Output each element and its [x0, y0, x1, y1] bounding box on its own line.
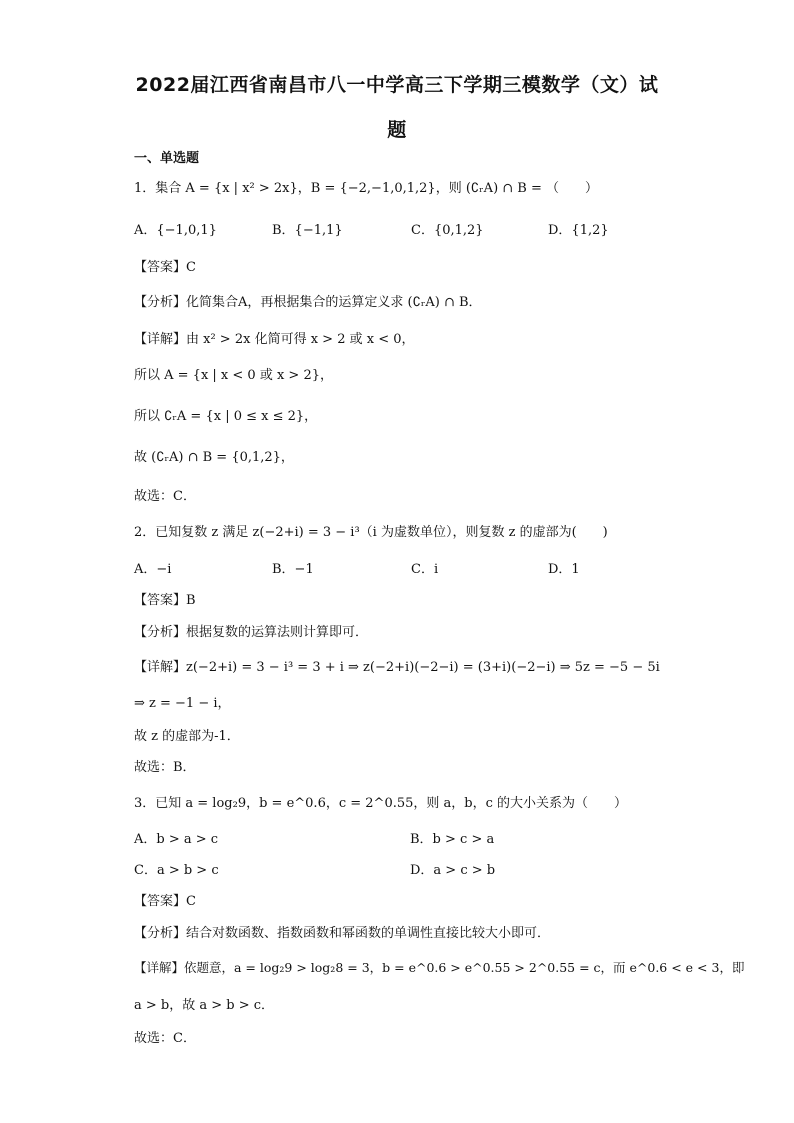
page-title-line2: 题	[387, 119, 407, 141]
q1-detail-4: 故 (∁ᵣA) ∩ B = {0,1,2}，	[134, 450, 294, 465]
q2-option-b: B．−1	[272, 562, 314, 577]
page-title-line1: 2022届江西省南昌市八一中学高三下学期三模数学（文）试	[135, 74, 659, 96]
q1-detail-1: 【详解】由 x² > 2x 化简可得 x > 2 或 x < 0，	[134, 332, 415, 347]
q3-conclusion: 故选：C．	[134, 1031, 196, 1046]
q1-analysis: 【分析】化简集合A，再根据集合的运算定义求 (∁ᵣA) ∩ B．	[134, 295, 482, 310]
q1-option-d: D．{1,2}	[548, 223, 609, 238]
q2-option-c: C．i	[411, 562, 439, 577]
q3-option-c: C．a > b > c	[134, 863, 219, 878]
q3-stem: 3．已知 a = log₂9，b = e^0.6，c = 2^0.55，则 a，b，c 的大小关系为（ ）	[134, 796, 628, 811]
section-heading: 一、单选题	[134, 151, 200, 166]
q2-detail-1: 【详解】z(−2+i) = 3 − i³ = 3 + i ⇒ z(−2+i)(−2−i) = (3+i)(−2−i) ⇒ 5z = −5 − 5i	[134, 660, 660, 675]
q2-detail-3: 故 z 的虚部为-1．	[134, 729, 240, 744]
q2-option-a: A．−i	[134, 562, 172, 577]
q1-detail-2: 所以 A = {x | x < 0 或 x > 2}，	[134, 368, 333, 383]
q3-answer: 【答案】C	[134, 894, 196, 909]
q3-option-d: D．a > c > b	[410, 863, 496, 878]
q3-detail-1: 【详解】依题意，a = log₂9 > log₂8 = 3，b = e^0.6 > e^0.55 > 2^0.55 = c，而 e^0.6 < e < 3，即	[134, 960, 745, 975]
q2-conclusion: 故选：B．	[134, 760, 196, 775]
q2-analysis: 【分析】根据复数的运算法则计算即可．	[134, 625, 369, 640]
q2-stem: 2．已知复数 z 满足 z(−2+i) = 3 − i³（i 为虚数单位），则复数 z 的虚部为( )	[134, 525, 608, 540]
q1-option-b: B．{−1,1}	[272, 223, 343, 238]
q3-option-a: A．b > a > c	[134, 832, 219, 847]
q2-answer: 【答案】B	[134, 593, 196, 608]
q3-analysis: 【分析】结合对数函数、指数函数和幂函数的单调性直接比较大小即可．	[134, 926, 551, 941]
q3-option-b: B．b > c > a	[410, 832, 495, 847]
q1-detail-3: 所以 ∁ᵣA = {x | 0 ≤ x ≤ 2}，	[134, 409, 318, 424]
q1-option-c: C．{0,1,2}	[411, 223, 484, 238]
q2-option-d: D．1	[548, 562, 580, 577]
q3-detail-2: a > b，故 a > b > c．	[134, 998, 275, 1013]
q1-stem: 1．集合 A = {x | x² > 2x}，B = {−2,−1,0,1,2}，则 (∁ᵣA) ∩ B = （ ）	[134, 181, 599, 196]
q2-detail-2: ⇒ z = −1 − i，	[134, 696, 231, 711]
q1-option-a: A．{−1,0,1}	[134, 223, 217, 238]
q1-answer: 【答案】C	[134, 260, 196, 275]
q1-conclusion: 故选：C．	[134, 489, 196, 504]
